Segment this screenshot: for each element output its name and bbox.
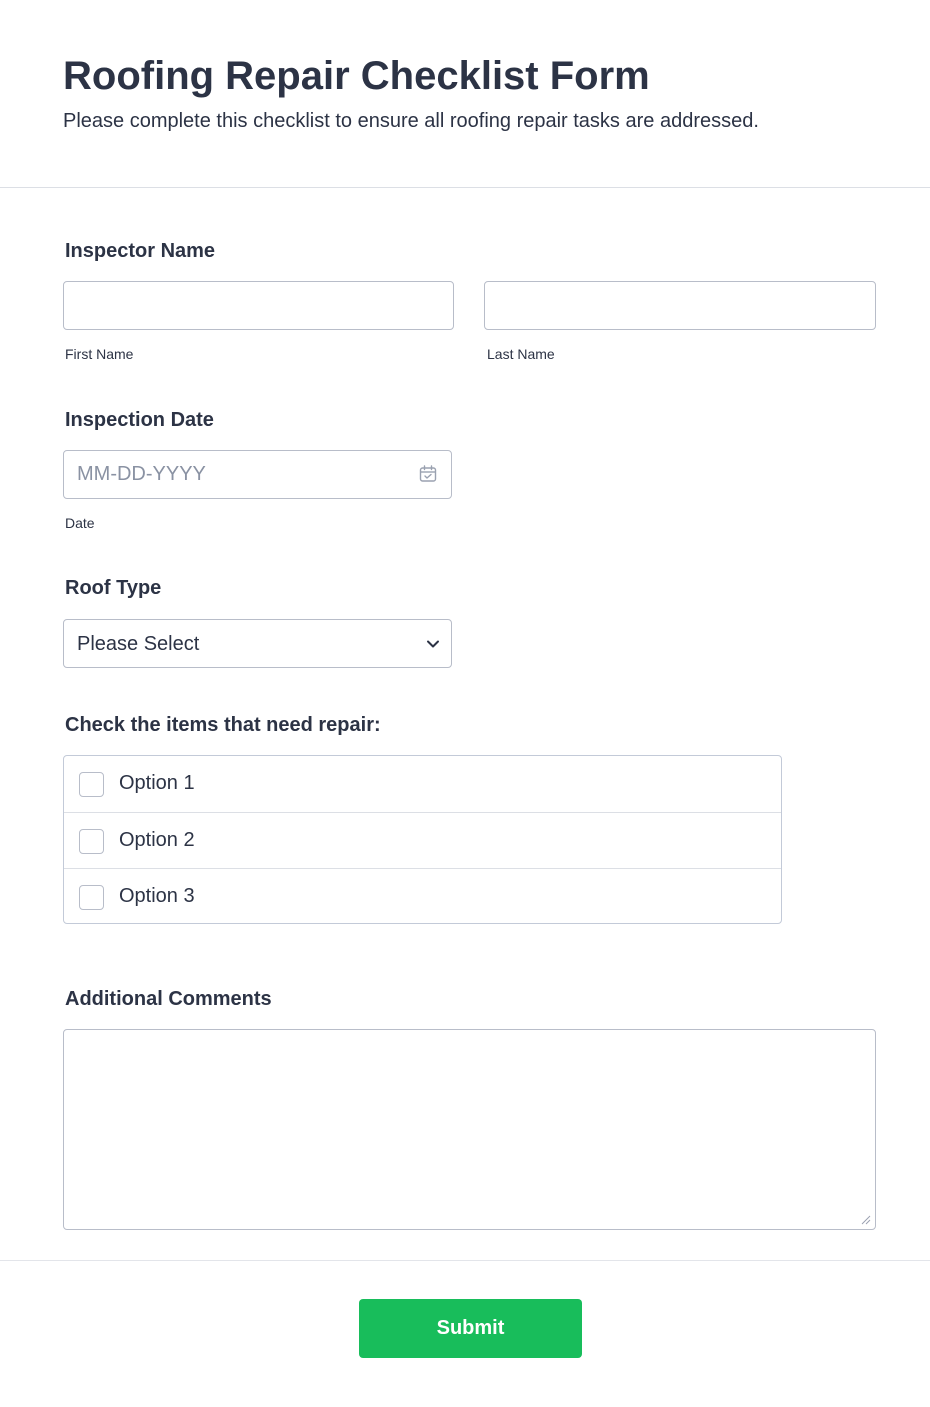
calendar-icon[interactable] <box>418 464 438 484</box>
repair-items-checklist <box>63 755 782 924</box>
first-name-sublabel: First Name <box>65 346 134 362</box>
last-name-sublabel: Last Name <box>487 346 555 362</box>
checkbox-option-2[interactable] <box>79 829 104 854</box>
checklist-option-2[interactable] <box>64 812 781 868</box>
roof-type-selected-value: Please Select <box>77 633 200 655</box>
date-input[interactable] <box>63 450 452 499</box>
comments-textarea[interactable] <box>63 1029 876 1230</box>
inspector-name-label: Inspector Name <box>65 240 216 262</box>
first-name-input[interactable] <box>63 281 454 330</box>
checkbox-label-option-2[interactable]: Option 2 <box>119 829 195 851</box>
inspection-date-label: Inspection Date <box>65 409 214 431</box>
submit-button[interactable]: Submit <box>359 1299 582 1358</box>
form-header <box>0 0 930 188</box>
checklist-option-3[interactable] <box>64 868 781 924</box>
chevron-down-icon <box>424 635 442 653</box>
checklist-option-1[interactable] <box>64 756 781 812</box>
checkbox-label-option-3[interactable]: Option 3 <box>119 885 195 907</box>
resize-handle-icon[interactable] <box>859 1213 871 1225</box>
checkbox-option-3[interactable] <box>79 885 104 910</box>
repair-items-label: Check the items that need repair: <box>65 714 381 736</box>
form-title: Roofing Repair Checklist Form <box>63 54 650 98</box>
footer-divider <box>0 1260 930 1261</box>
form-subtitle: Please complete this checklist to ensure all roofing repair tasks are addressed. <box>63 110 759 132</box>
checkbox-option-1[interactable] <box>79 772 104 797</box>
last-name-input[interactable] <box>484 281 876 330</box>
roof-type-select[interactable] <box>63 619 452 668</box>
roof-type-label: Roof Type <box>65 577 162 599</box>
date-sublabel: Date <box>65 515 95 531</box>
comments-label: Additional Comments <box>65 988 272 1010</box>
checkbox-label-option-1[interactable]: Option 1 <box>119 772 195 794</box>
